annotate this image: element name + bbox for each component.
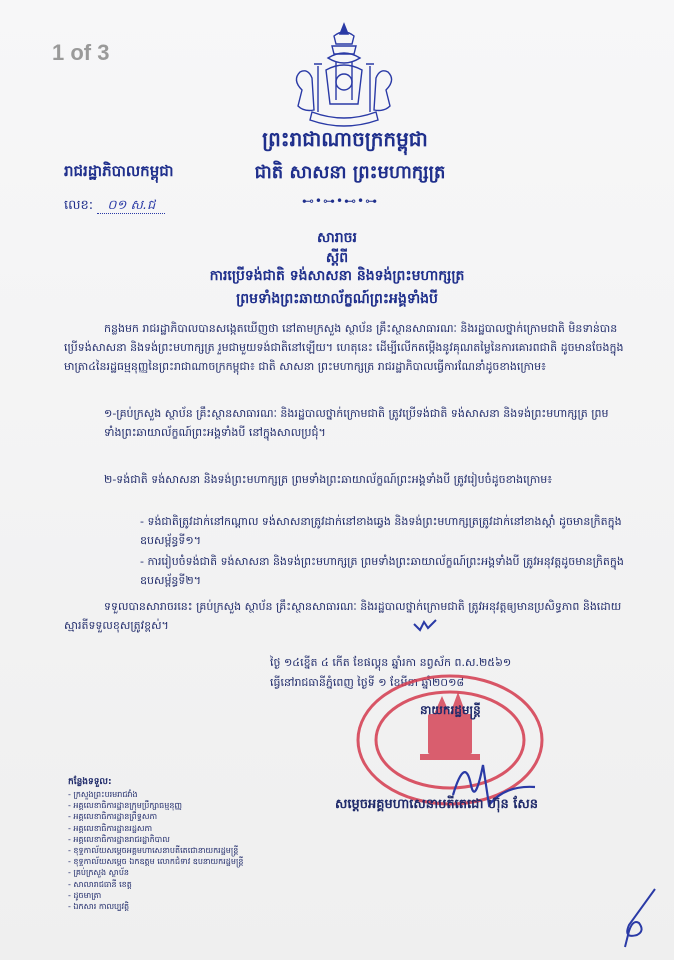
cc-title: កន្លែងទទួល: bbox=[68, 777, 112, 787]
point-1: ១-គ្រប់ក្រសួង ស្ថាប័ន គ្រឹះស្ថានសាធារណៈ និងរដ្ឋបាលថ្នាក់ក្រោមជាតិ ត្រូវប្រើទង់ជាតិ ទង់សាសនា និងទង់ព្រះមហាក្សត្រ ព្រមទាំងព្រះឆាយាល័ក្ខណ៍ព្រះអង្គទាំងបី នៅក្នុងសាលប្រជុំ។ bbox=[104, 407, 609, 439]
cc-item: - គ្រប់ក្រសួង ស្ថាប័ន bbox=[68, 868, 129, 878]
cc-item: - ខុទ្ទកាល័យសម្ដេច ឯកឧត្ដម លោកជំទាវ ឧបនាយករដ្ឋមន្ត្រី bbox=[68, 857, 244, 867]
point-2-sub-1: - ទង់ជាតិត្រូវដាក់នៅកណ្ដាល ទង់សាសនាត្រូវដាក់នៅខាងឆ្វេង និងទង់ព្រះមហាក្សត្រត្រូវដាក់នៅខាងស្ដាំ ដូចមានក្រិតក្នុងឧបសម្ព័ន្ធទី១។ bbox=[140, 515, 622, 547]
cc-item: - អគ្គលេខាធិការដ្ឋានរាជរដ្ឋាភិបាល bbox=[68, 834, 170, 844]
handwritten-initials-icon bbox=[615, 885, 665, 950]
cc-item: - សាលារាជធានី ខេត្ត bbox=[68, 879, 132, 889]
royal-emblem-icon bbox=[282, 20, 406, 130]
intro-paragraph: កន្លងមក រាជរដ្ឋាភិបាលបានសង្កេតឃើញថា នៅតាមក្រសួង ស្ថាប័ន គ្រឹះស្ថានសាធារណៈ និងរដ្ឋបាលថ្នាក់ក្រោមជាតិ មិនទាន់បានប្រើទង់សាសនា និងទង់ព្រះមហាក្សត្រ រួមជាមួយទង់ជាតិនៅឡើយ។ ហេតុនេះ ដើម្បីលើកតម្កើងនូវគុណតម្លៃនៃការគោរពជាតិ ដូចមានចែងក្នុងមាត្រា៤នៃរដ្ឋធម្មនុញ្ញនៃព្រះរាជាណាចក្រកម្ពុជា៖ ជាតិ សាសនា ព្រះមហាក្សត្រ រាជរដ្ឋាភិបាលធ្វើការណែនាំដូចខាងក្រោម៖ bbox=[64, 322, 624, 373]
cc-item: - ដូចមាត្រា bbox=[68, 890, 102, 900]
issuing-authority: រាជរដ្ឋាភិបាលកម្ពុជា bbox=[64, 162, 174, 180]
national-motto: ជាតិ សាសនា ព្រះមហាក្សត្រ bbox=[254, 162, 446, 183]
subject-line-1: ការប្រើទង់ជាតិ ទង់សាសនា និងទង់ព្រះមហាក្សត្រ bbox=[209, 268, 465, 284]
cc-list bbox=[68, 789, 243, 912]
cc-item: - អគ្គលេខាធិការដ្ឋានក្រុមប្រឹក្សាធម្មនុញ្ញ bbox=[68, 801, 183, 811]
page-indicator: 1 of 3 bbox=[52, 40, 110, 65]
cc-item: - ឯកសារ កាលប្បវត្តិ bbox=[68, 902, 130, 912]
handwritten-check-icon bbox=[412, 618, 438, 632]
closing-paragraph: ទទួលបានសារាចរនេះ គ្រប់ក្រសួង ស្ថាប័ន គ្រឹះស្ថានសាធារណៈ និងរដ្ឋបាលថ្នាក់ក្រោមជាតិ ត្រូវអនុវត្តឲ្យមានប្រសិទ្ធភាព និងដោយស្មារតីទទួលខុសត្រូវខ្ពស់។ bbox=[64, 600, 622, 632]
kingdom-title: ព្រះរាជាណាចក្រកម្ពុជា bbox=[262, 127, 428, 151]
ornament-divider: ⊷•⊶•⊷•⊶ bbox=[301, 194, 379, 208]
point-2-sub-2: - ការរៀបចំទង់ជាតិ ទង់សាសនា និងទង់ព្រះមហាក្សត្រ ព្រមទាំងព្រះឆាយាល័ក្ខណ៍ព្រះអង្គទាំងបី ត្រូវអនុវត្តដូចមានក្រិតក្នុងឧបសម្ព័ន្ធទី២។ bbox=[140, 555, 624, 587]
point-2: ២-ទង់ជាតិ ទង់សាសនា និងទង់ព្រះមហាក្សត្រ ព្រមទាំងព្រះឆាយាល័ក្ខណ៍ព្រះអង្គទាំងបី ត្រូវរៀបចំដូចខាងក្រោម៖ bbox=[104, 473, 553, 486]
about-label: ស្ដីពី bbox=[325, 250, 349, 266]
cc-item: - ក្រសួងព្រះបរមរាជវាំង bbox=[68, 790, 138, 799]
reference-value: ០១ ស.ជ bbox=[97, 198, 165, 214]
solar-date: ធ្វើនៅរាជធានីភ្នំពេញ ថ្ងៃទី ១ ខែមីនា ឆ្នាំ២០១៨ bbox=[270, 676, 465, 689]
signatory-title: នាយករដ្ឋមន្ត្រី bbox=[420, 703, 481, 717]
reference-number bbox=[64, 197, 165, 216]
cc-item: - អគ្គលេខាធិការដ្ឋានព្រឹទ្ធសភា bbox=[68, 812, 158, 822]
signatory-name: សម្ដេចអគ្គមហាសេនាបតីតេជោ ហ៊ុន សែន bbox=[335, 797, 538, 812]
reference-label: លេខ: bbox=[64, 198, 94, 213]
cc-item: - អគ្គលេខាធិការដ្ឋានរដ្ឋសភា bbox=[68, 823, 153, 833]
cc-item: - ខុទ្ទកាល័យសម្ដេចអគ្គមហាសេនាបតីតេជោនាយករដ្ឋមន្ត្រី bbox=[68, 846, 239, 856]
lunar-date: ថ្ងៃ ១៤ខ្នើត ៤ កើត ខែផល្គុន ឆ្នាំរកា នព្វស័ក ព.ស.២៥៦១ bbox=[270, 656, 512, 669]
subject-line-2: ព្រមទាំងព្រះឆាយាល័ក្ខណ៍ព្រះអង្គទាំងបី bbox=[236, 291, 438, 307]
document-type: សារាចរ bbox=[317, 230, 357, 246]
